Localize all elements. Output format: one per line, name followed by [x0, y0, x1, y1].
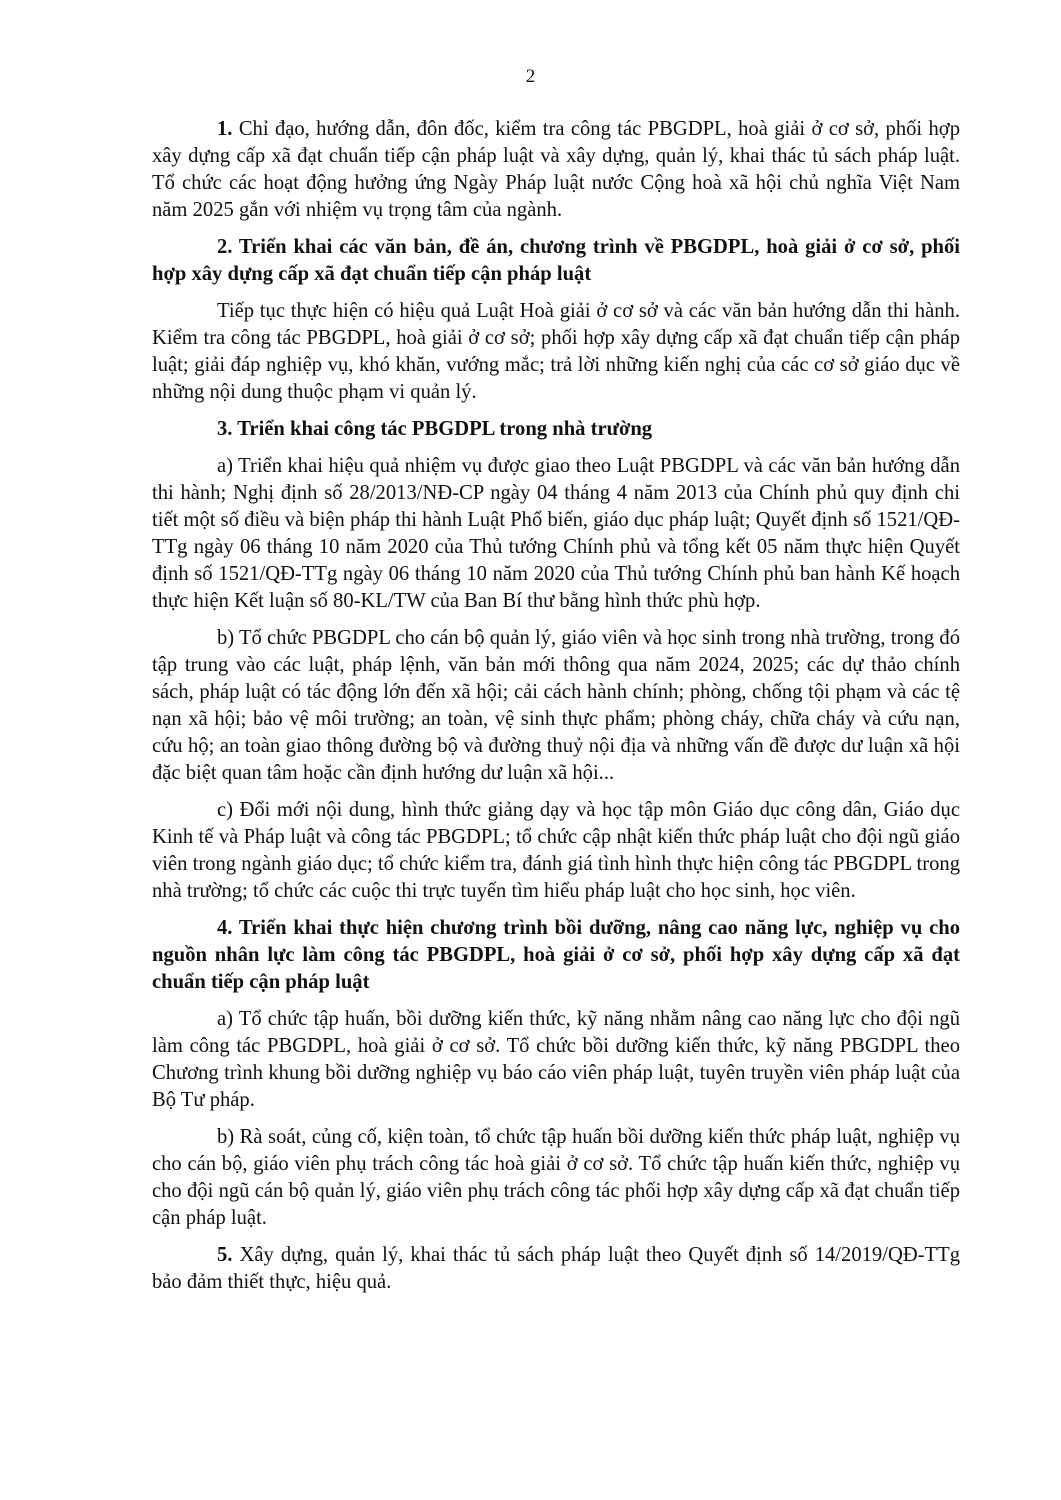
- document-body: [152, 116, 960, 1306]
- paragraph-2: Tiếp tục thực hiện có hiệu quả Luật Hoà giải ở cơ sở và các văn bản hướng dẫn thi hành. Kiểm tra công tác PBGDPL, hoà giải ở cơ sở; phối hợp xây dựng cấp xã đạt chuẩn tiếp cận pháp luật; giải đáp nghiệp vụ, khó khăn, vướng mắc; trả lời những kiến nghị của các cơ sở giáo dục về những nội dung thuộc phạm vi quản lý.: [152, 300, 960, 403]
- heading-4: 4. Triển khai thực hiện chương trình bồi dưỡng, nâng cao năng lực, nghiệp vụ cho nguồn nhân lực làm công tác PBGDPL, hoà giải ở cơ sở, phối hợp xây dựng cấp xã đạt chuẩn tiếp cận pháp luật: [152, 917, 960, 993]
- paragraph-3b: b) Tổ chức PBGDPL cho cán bộ quản lý, giáo viên và học sinh trong nhà trường, trong đó tập trung vào các luật, pháp lệnh, văn bản mới thông qua năm 2024, 2025; các dự thảo chính sách, pháp luật có tác động lớn đến xã hội; cải cách hành chính; phòng, chống tội phạm và các tệ nạn xã hội; bảo vệ môi trường; an toàn, vệ sinh thực phẩm; phòng cháy, chữa cháy và cứu nạn, cứu hộ; an toàn giao thông đường bộ và đường thuỷ nội địa và những vấn đề được dư luận xã hội đặc biệt quan tâm hoặc cần định hướng dư luận xã hội...: [152, 627, 960, 784]
- paragraph-5-text: Xây dựng, quản lý, khai thác tủ sách pháp luật theo Quyết định số 14/2019/QĐ-TTg bảo đảm thiết thực, hiệu quả.: [152, 1244, 960, 1293]
- heading-3: 3. Triển khai công tác PBGDPL trong nhà trường: [217, 418, 653, 440]
- heading-2: 2. Triển khai các văn bản, đề án, chương trình về PBGDPL, hoà giải ở cơ sở, phối hợp xây dựng cấp xã đạt chuẩn tiếp cận pháp luật: [152, 236, 960, 285]
- paragraph-1: [152, 116, 960, 224]
- page-number: 2: [525, 66, 536, 87]
- paragraph-4a: a) Tổ chức tập huấn, bồi dưỡng kiến thức, kỹ năng nhằm nâng cao năng lực cho đội ngũ làm công tác PBGDPL, hoà giải ở cơ sở. Tổ chức bồi dưỡng kiến thức, kỹ năng PBGDPL theo Chương trình khung bồi dưỡng nghiệp vụ báo cáo viên pháp luật, tuyên truyền viên pháp luật của Bộ Tư pháp.: [152, 1008, 960, 1111]
- paragraph-5: [152, 1242, 960, 1296]
- paragraph-4b: b) Rà soát, củng cố, kiện toàn, tổ chức tập huấn bồi dưỡng kiến thức pháp luật, nghiệp vụ cho cán bộ, giáo viên phụ trách công tác hoà giải ở cơ sở. Tổ chức tập huấn kiến thức, nghiệp vụ cho đội ngũ cán bộ quản lý, giáo viên phụ trách công tác phối hợp xây dựng cấp xã đạt chuẩn tiếp cận pháp luật.: [152, 1126, 960, 1229]
- item-number-1: 1.: [217, 118, 233, 140]
- paragraph-3a: a) Triển khai hiệu quả nhiệm vụ được giao theo Luật PBGDPL và các văn bản hướng dẫn thi hành; Nghị định số 28/2013/NĐ-CP ngày 04 tháng 4 năm 2013 của Chính phủ quy định chi tiết một số điều và biện pháp thi hành Luật Phổ biến, giáo dục pháp luật; Quyết định số 1521/QĐ-TTg ngày 06 tháng 10 năm 2020 của Thủ tướng Chính phủ và tổng kết 05 năm thực hiện Quyết định số 1521/QĐ-TTg ngày 06 tháng 10 năm 2020 của Thủ tướng Chính phủ ban hành Kế hoạch thực hiện Kết luận số 80-KL/TW của Ban Bí thư bằng hình thức phù hợp.: [152, 455, 960, 612]
- paragraph-3c: c) Đổi mới nội dung, hình thức giảng dạy và học tập môn Giáo dục công dân, Giáo dục Kinh tế và Pháp luật và công tác PBGDPL; tổ chức cập nhật kiến thức pháp luật cho đội ngũ giáo viên trong ngành giáo dục; tổ chức kiểm tra, đánh giá tình hình thực hiện công tác PBGDPL trong nhà trường; tổ chức các cuộc thi trực tuyến tìm hiểu pháp luật cho học sinh, học viên.: [152, 799, 960, 902]
- paragraph-1-text: Chỉ đạo, hướng dẫn, đôn đốc, kiểm tra công tác PBGDPL, hoà giải ở cơ sở, phối hợp xây dựng cấp xã đạt chuẩn tiếp cận pháp luật và xây dựng, quản lý, khai thác tủ sách pháp luật. Tổ chức các hoạt động hưởng ứng Ngày Pháp luật nước Cộng hoà xã hội chủ nghĩa Việt Nam năm 2025 gắn với nhiệm vụ trọng tâm của ngành.: [152, 118, 960, 221]
- item-number-5: 5.: [217, 1244, 233, 1266]
